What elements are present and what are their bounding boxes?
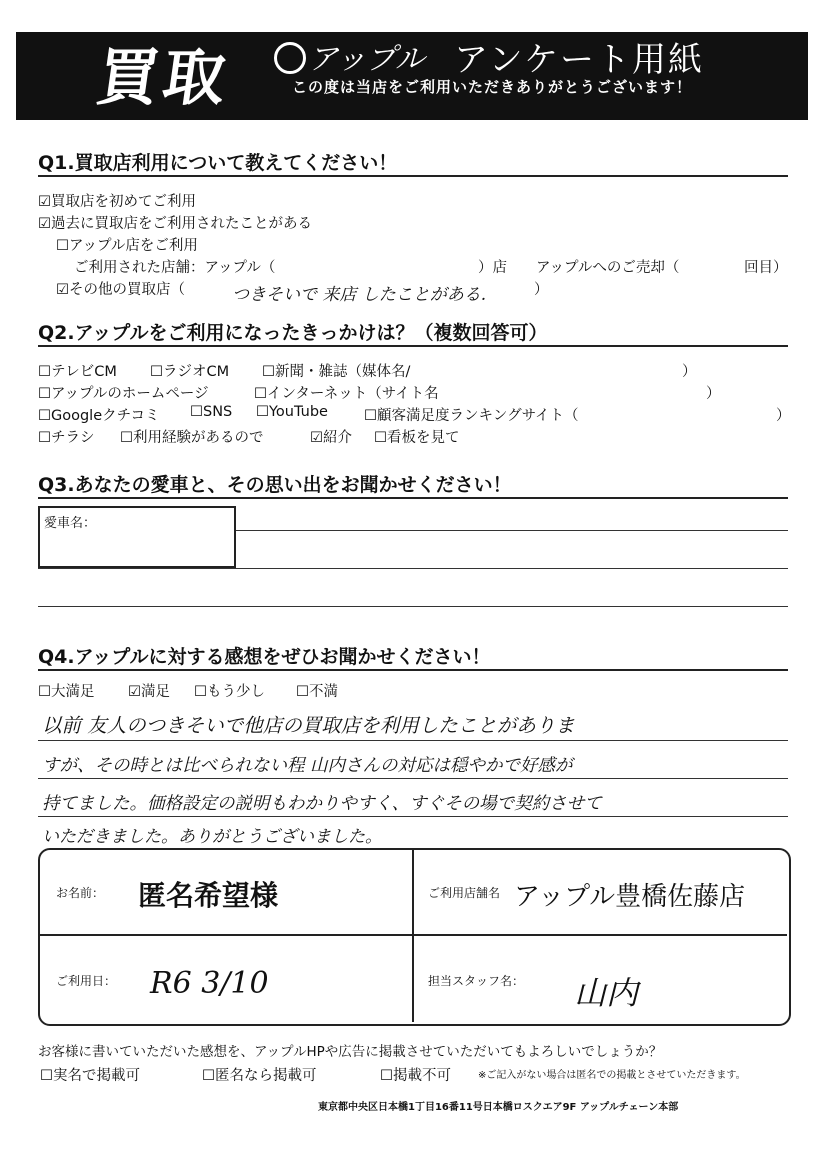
answer-line	[38, 606, 788, 607]
publish-no[interactable]: ☐掲載不可	[380, 1068, 451, 1084]
answer-line	[38, 778, 788, 779]
publish-real-name[interactable]: ☐実名で掲載可	[40, 1068, 140, 1084]
q2-signboard[interactable]: ☐看板を見て	[374, 430, 460, 446]
divider	[38, 669, 788, 671]
divider	[38, 497, 788, 499]
comment-line-2: すが、その時とは比べられない程 山内さんの対応は穏やかで好感が	[42, 756, 573, 776]
q4-somewhat[interactable]: ☐もう少し	[194, 684, 265, 700]
q1-store-label: ご利用された店舗：アップル（	[74, 260, 276, 276]
divider	[38, 345, 788, 347]
comment-line-1: 以前 友人のつきそいで他店の買取店を利用したことがありま	[42, 714, 575, 737]
q2-newspaper-close: ）	[682, 364, 697, 380]
q3-title: Q3.あなたの愛車と、その思い出をお聞かせください！	[38, 474, 512, 496]
q2-ranking-site[interactable]: ☐顧客満足度ランキングサイト（	[364, 408, 579, 424]
q2-internet[interactable]: ☐インターネット（サイト名	[254, 386, 439, 402]
answer-line	[38, 568, 788, 569]
q2-google-review[interactable]: ☐Googleクチコミ	[38, 408, 160, 424]
q1-title: Q1.買取店利用について教えてください！	[38, 152, 398, 174]
car-name-box[interactable]	[38, 506, 236, 568]
date-label: ご利用日：	[56, 974, 117, 988]
q2-radio-cm[interactable]: ☐ラジオCM	[150, 364, 230, 380]
q2-prior-use[interactable]: ☐利用経験があるので	[120, 430, 264, 446]
store-name-value[interactable]: アップル豊橋佐藤店	[514, 882, 746, 912]
staff-value[interactable]: 山内	[574, 974, 639, 1012]
store-name-label: ご利用店舗名	[428, 886, 501, 900]
q1-option-other[interactable]: ☑その他の買取店（	[56, 282, 185, 298]
q2-sns[interactable]: ☐SNS	[190, 404, 233, 420]
q2-tv-cm[interactable]: ☐テレビCM	[38, 364, 117, 380]
form-divider	[412, 850, 414, 1022]
q1-option-first[interactable]: ☑買取店を初めてご利用	[38, 194, 196, 210]
q2-internet-close: ）	[706, 386, 721, 402]
q4-unsatisfied[interactable]: ☐不満	[296, 684, 338, 700]
comment-line-3: 持てました。価格設定の説明もわかりやすく、すぐその場で契約させて	[42, 794, 602, 814]
answer-line	[38, 816, 788, 817]
q1-store-suffix: ）店	[478, 260, 507, 276]
answer-line	[38, 740, 788, 741]
staff-label: 担当スタッフ名：	[428, 974, 525, 988]
q1-count-label: アップルへのご売却（	[536, 260, 680, 276]
comment-line-4: いただきました。ありがとうございました。	[42, 827, 382, 847]
q2-referral[interactable]: ☑紹介	[310, 430, 352, 446]
page-title: アンケート用紙	[454, 40, 704, 80]
q4-satisfied[interactable]: ☑満足	[128, 684, 170, 700]
header-banner	[16, 32, 808, 120]
publish-note: ※ご記入がない場合は匿名での掲載とさせていただきます。	[478, 1070, 746, 1081]
q1-option-apple[interactable]: ☐アップル店をご利用	[56, 238, 198, 254]
date-value[interactable]: R6 3/10	[150, 966, 269, 1001]
brand-mark-icon	[274, 42, 306, 74]
q1-option-past[interactable]: ☑過去に買取店をご利用されたことがある	[38, 216, 312, 232]
q2-homepage[interactable]: ☐アップルのホームページ	[38, 386, 209, 402]
answer-line	[236, 530, 788, 531]
publish-anonymous[interactable]: ☐匿名なら掲載可	[202, 1068, 317, 1084]
logo-text: 買取	[92, 41, 235, 114]
car-name-label: 愛車名：	[44, 516, 97, 531]
q1-other-close: ）	[534, 282, 549, 298]
q4-title: Q4.アップルに対する感想をぜひお聞かせください！	[38, 646, 491, 668]
q2-title: Q2.アップルをご利用になったきっかけは？（複数回答可）	[38, 322, 548, 344]
address: 東京都中央区日本橋1丁目16番11号日本橋ロスクエア9F アップルチェーン本部	[318, 1102, 679, 1113]
brand-name: アップル	[308, 42, 425, 77]
q2-newspaper[interactable]: ☐新聞・雑誌（媒体名/	[262, 364, 411, 380]
name-value[interactable]: 匿名希望様	[138, 879, 279, 912]
divider	[38, 175, 788, 177]
publish-question: お客様に書いていただいた感想を、アップルHPや広告に掲載させていただいてもよろしいでしょうか？	[38, 1044, 663, 1060]
page-subtitle: この度は当店をご利用いただきありがとうございます！	[292, 78, 693, 96]
q1-count-suffix: 回目）	[744, 260, 788, 276]
q4-very-satisfied[interactable]: ☐大満足	[38, 684, 95, 700]
q2-ranking-close: ）	[776, 408, 791, 424]
q2-youtube[interactable]: ☐YouTube	[256, 404, 328, 420]
q2-flyer[interactable]: ☐チラシ	[38, 430, 95, 446]
name-label: お名前：	[56, 886, 105, 900]
q1-other-handwritten: つきそいで 来店 したことがある.	[232, 285, 487, 305]
